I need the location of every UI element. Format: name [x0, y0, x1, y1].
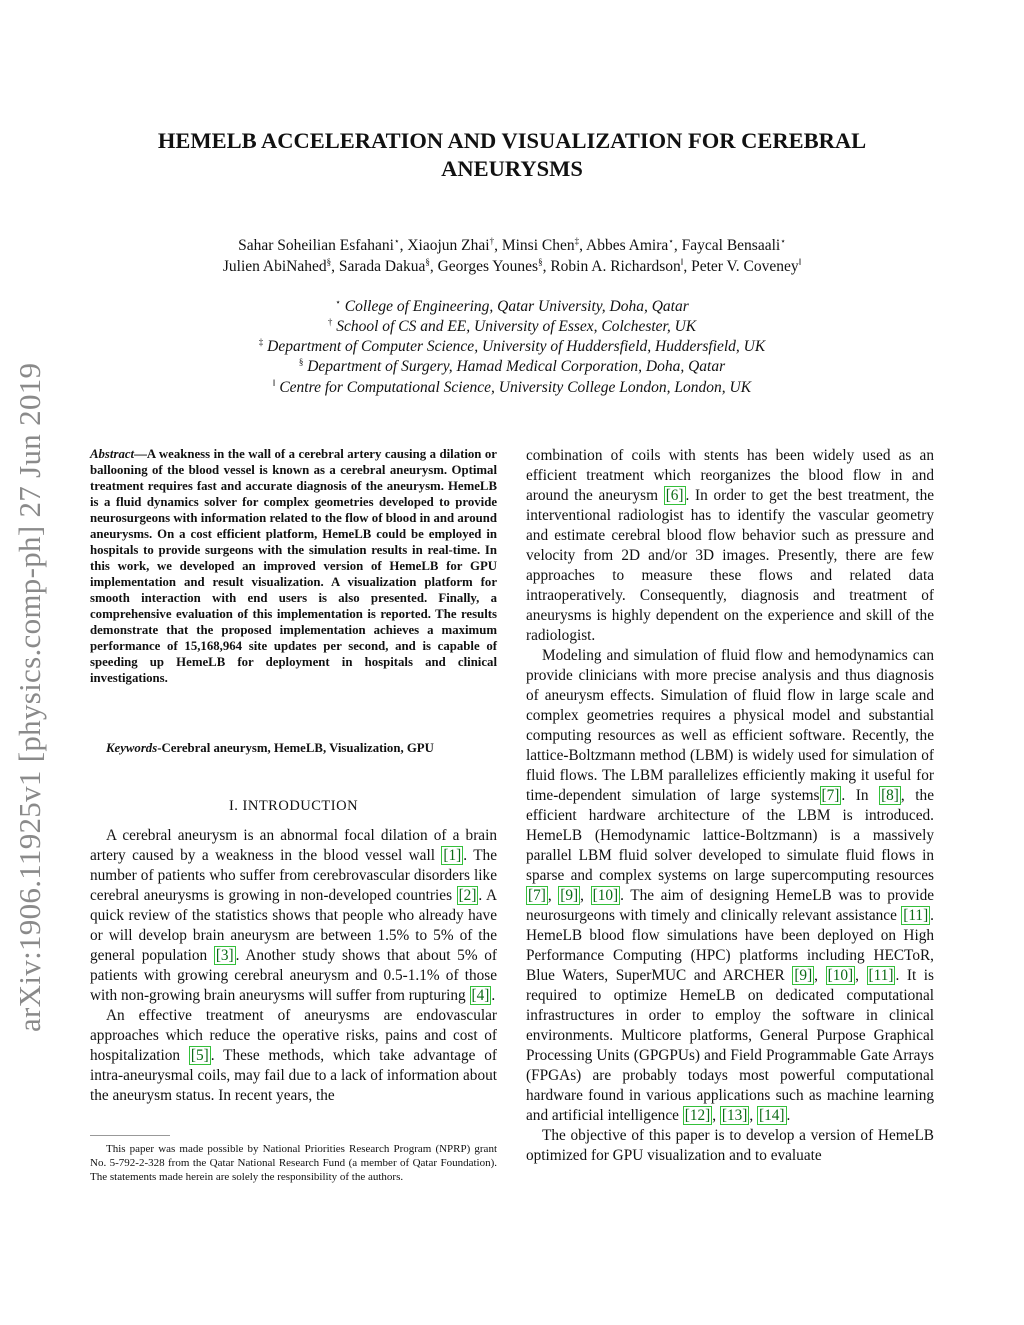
author-affiliation-mark: †	[489, 236, 495, 246]
citation-link[interactable]: [8]	[881, 787, 899, 804]
affiliation-line	[120, 317, 904, 336]
paragraph-text: . The aim of designing HemeLB was to provide neurosurgeons with timely and clinically relevant assistance	[526, 887, 935, 924]
author-name: Abbes Amira	[586, 237, 669, 255]
paragraph	[526, 446, 934, 646]
abstract-text: —A weakness in the wall of a cerebral artery causing a dilation or ballooning of the blood vessel is known as a cerebral aneurysm. Optimal treatment requires fast and accurate diagnosis of the aneurysm. HemeLB is a fluid dynamics solver for complex geometries developed to provide neurosurgeons with information related to the flow of blood in and around aneurysms. On a cost efficient platform, HemeLB could be employed in hospitals to provide surgeons with the simulation results in real-time. In this work, we developed an improved version of HemeLB for GPU implementation and result visualization. A visualization platform for smooth interaction with end users is also presented. Finally, a comprehensive evaluation of this implementation is reported. The results demonstrate that the proposed implementation achieves a maximum performance of 15,168,964 site updates per second, and is capable of speeding up HemeLB for deployment in hospitals and clinical investigations.	[90, 447, 497, 685]
citation-link[interactable]: [10]	[592, 887, 619, 904]
paragraph	[90, 1006, 497, 1106]
affiliation-mark: ‡	[258, 337, 264, 347]
keywords-label: Keywords	[106, 741, 158, 755]
paragraph-text: . It is required to optimize HemeLB on dedicated computational infrastructures in order to employ the software in clinical environments. Multicore platforms, General Purpose Graphical Processing Units (GPGPUs) and Field Programmable Gate Arrays (FPGAs) are probably todays most powerful computational hardware found in various applications such as machine learning and artificial intelligence	[526, 967, 934, 1124]
author-name: Julien AbiNahed	[222, 258, 327, 276]
citation-link[interactable]: [9]	[560, 887, 579, 904]
paragraph-text: .	[491, 987, 496, 1004]
paragraph-text: An effective treatment of aneurysms are endovascular approaches which reduce the operative risks, pains and cost of hospitalization	[90, 1007, 497, 1064]
affiliation-line	[120, 357, 904, 376]
abstract	[90, 446, 497, 686]
paragraph-text: A cerebral aneurysm is an abnormal focal dilation of a brain artery caused by a weakness in the blood vessel wall	[90, 827, 497, 864]
paper-title: HEMELB ACCELERATION AND VISUALIZATION FOR CEREBRAL ANEURYSMS	[157, 128, 867, 181]
citation-link[interactable]: [9]	[794, 967, 813, 984]
left-column-body	[90, 826, 497, 1106]
author-affiliation-mark: §	[326, 257, 332, 267]
keywords	[90, 740, 497, 756]
authors-line-1: Sahar Soheilian Esfahani⋆, Xiaojun Zhai†, Minsi Chen‡, Abbes Amira⋆, Faycal Bensaali⋆	[238, 236, 786, 255]
citation-link[interactable]: [11]	[868, 967, 894, 984]
author-name: Robin A. Richardson	[550, 258, 681, 276]
author-name: Georges Younes	[437, 258, 539, 276]
citation-link[interactable]: [7]	[821, 787, 840, 804]
author-affiliation-mark: ⋆	[668, 236, 674, 246]
author-name: Xiaojun Zhai	[407, 237, 490, 255]
author-name: Sahar Soheilian Esfahani	[238, 237, 394, 255]
author-affiliation-mark: ‖	[680, 257, 684, 267]
paragraph-text: .	[786, 1107, 791, 1124]
paragraph-text: ,	[580, 887, 591, 904]
paragraph-text: . A quick review of the statistics shows that people who already have or will develop brain aneurysm are between 1.5% to 5% of the general population	[90, 887, 497, 964]
paragraph-text: ,	[749, 1107, 758, 1124]
citation-link[interactable]: [3]	[215, 947, 234, 964]
affiliation-text: Department of Computer Science, University of Huddersfield, Huddersfield, UK	[263, 338, 766, 356]
paragraph-text: ,	[855, 967, 867, 984]
paragraph-text: . In	[841, 787, 880, 804]
keywords-text: -Cerebral aneurysm, HemeLB, Visualization, GPU	[157, 741, 434, 755]
citation-link[interactable]: [6]	[665, 487, 684, 504]
author-affiliation-mark: ‖	[798, 257, 802, 267]
right-column-body	[526, 446, 934, 1166]
paragraph-text: . In order to get the best treatment, the interventional radiologist has to identify the vascular geometry and estimate cerebral blood flow behavior such as pressure and velocity from 2D and/or 3D images. Presently, there are few approaches to measure these flows and related data intraoperatively. Consequently, diagnosis and treatment of aneurysms is highly dependent on the experience and skill of the radiologist.	[526, 487, 935, 644]
paragraph-text: . These methods, which take advantage of intra-aneurysmal coils, may fail due to a lack of information about the aneurysm status. In recent years, the	[90, 1047, 497, 1104]
citation-link[interactable]: [11]	[903, 907, 929, 924]
author-name: Minsi Chen	[501, 237, 575, 255]
affiliation-line	[120, 337, 904, 356]
affiliation-text: College of Engineering, Qatar University, Doha, Qatar	[340, 298, 689, 316]
paragraph	[90, 826, 497, 1006]
affiliation-text: Department of Surgery, Hamad Medical Corporation, Doha, Qatar	[303, 358, 726, 376]
author-affiliation-mark: ⋆	[780, 236, 786, 246]
citation-link[interactable]: [12]	[684, 1107, 711, 1124]
affiliation-mark: ‖	[272, 378, 276, 388]
citation-link[interactable]: [14]	[759, 1107, 785, 1124]
citation-link[interactable]: [10]	[827, 967, 854, 984]
paragraph-text: The objective of this paper is to develop a version of HemeLB optimized for GPU visualization and to evaluate	[526, 1127, 934, 1164]
affiliation-mark: †	[327, 317, 333, 327]
affiliation-mark: ⋆	[335, 297, 341, 307]
footnote-rule	[90, 1135, 170, 1136]
paragraph-text: Modeling and simulation of fluid flow and hemodynamics can provide clinicians with more precise analysis and thus diagnosis of aneurysm effects. Simulation of fluid flow in large scale and complex geometries requires a physical model and substantial computing resources as well as efficient software. Recently, the lattice-Boltzmann method (LBM) is widely used for simulation of fluid flows. The LBM parallelizes efficiently making it useful for time-dependent simulation of large systems	[526, 647, 934, 804]
author-name: Faycal Bensaali	[681, 237, 781, 255]
citation-link[interactable]: [4]	[471, 987, 490, 1004]
author-affiliation-mark: §	[538, 257, 543, 267]
author-affiliation-mark: ⋆	[393, 236, 400, 246]
paragraph-text: . Another study shows that about 5% of patients with growing cerebral aneurysm and 0.5-1.1% of those with non-growing brain aneurysms will suffer from rupturing	[90, 947, 497, 1004]
citation-link[interactable]: [7]	[528, 887, 546, 904]
affiliation-line	[120, 297, 904, 316]
footnote: This paper was made possible by National Priorities Research Program (NPRP) grant No. 5-792-2-328 from the Qatar National Research Fund (a member of Qatar Foundation). The statements made herein are solely the responsibility of the authors.	[90, 1143, 497, 1183]
paragraph-text: . The number of patients who suffer from cerebrovascular disorders like cerebral aneurysms is growing in non-developed countries	[90, 847, 497, 904]
paragraph-text: combination of coils with stents has been widely used as an efficient treatment which reorganizes the blood flow in and around the aneurysm	[526, 447, 934, 504]
affiliation-mark: §	[298, 357, 304, 367]
arxiv-watermark: arXiv:1906.11925v1 [physics.comp-ph] 27 Jun 2019	[12, 362, 47, 1032]
paragraph	[526, 646, 934, 1126]
citation-link[interactable]: [2]	[458, 887, 477, 904]
author-name: Peter V. Coveney	[691, 258, 799, 276]
citation-link[interactable]: [5]	[190, 1047, 209, 1064]
section-heading: I. INTRODUCTION	[228, 798, 359, 814]
author-affiliation-mark: ‡	[574, 236, 580, 246]
paragraph-text: ,	[547, 887, 559, 904]
affiliation-text: Centre for Computational Science, University College London, London, UK	[275, 379, 752, 397]
affiliation-text: School of CS and EE, University of Essex, Colchester, UK	[332, 318, 697, 336]
authors-line-2: Julien AbiNahed§, Sarada Dakua§, Georges Younes§, Robin A. Richardson‖, Peter V. Coveney‖	[222, 257, 802, 276]
citation-link[interactable]: [13]	[721, 1107, 748, 1124]
citation-link[interactable]: [1]	[443, 847, 462, 864]
abstract-label: Abstract	[90, 447, 135, 461]
paragraph-text: , the efficient hardware architecture of the LBM is introduced. HemeLB (Hemodynamic lattice-Boltzmann) is a massively parallel LBM fluid solver developed to simulate fluid flows in sparse and complex systems on large supercomputing resources	[526, 787, 934, 884]
paragraph-text: ,	[712, 1107, 720, 1124]
affiliation-line	[120, 378, 904, 397]
author-name: Sarada Dakua	[338, 258, 426, 276]
author-affiliation-mark: §	[425, 257, 430, 267]
paragraph-text: ,	[814, 967, 826, 984]
paragraph-text: . HemeLB blood flow simulations have been deployed on High Performance Computing (HPC) platforms including HECToR, Blue Waters, SuperMUC and ARCHER	[526, 907, 934, 984]
paragraph	[526, 1126, 934, 1166]
